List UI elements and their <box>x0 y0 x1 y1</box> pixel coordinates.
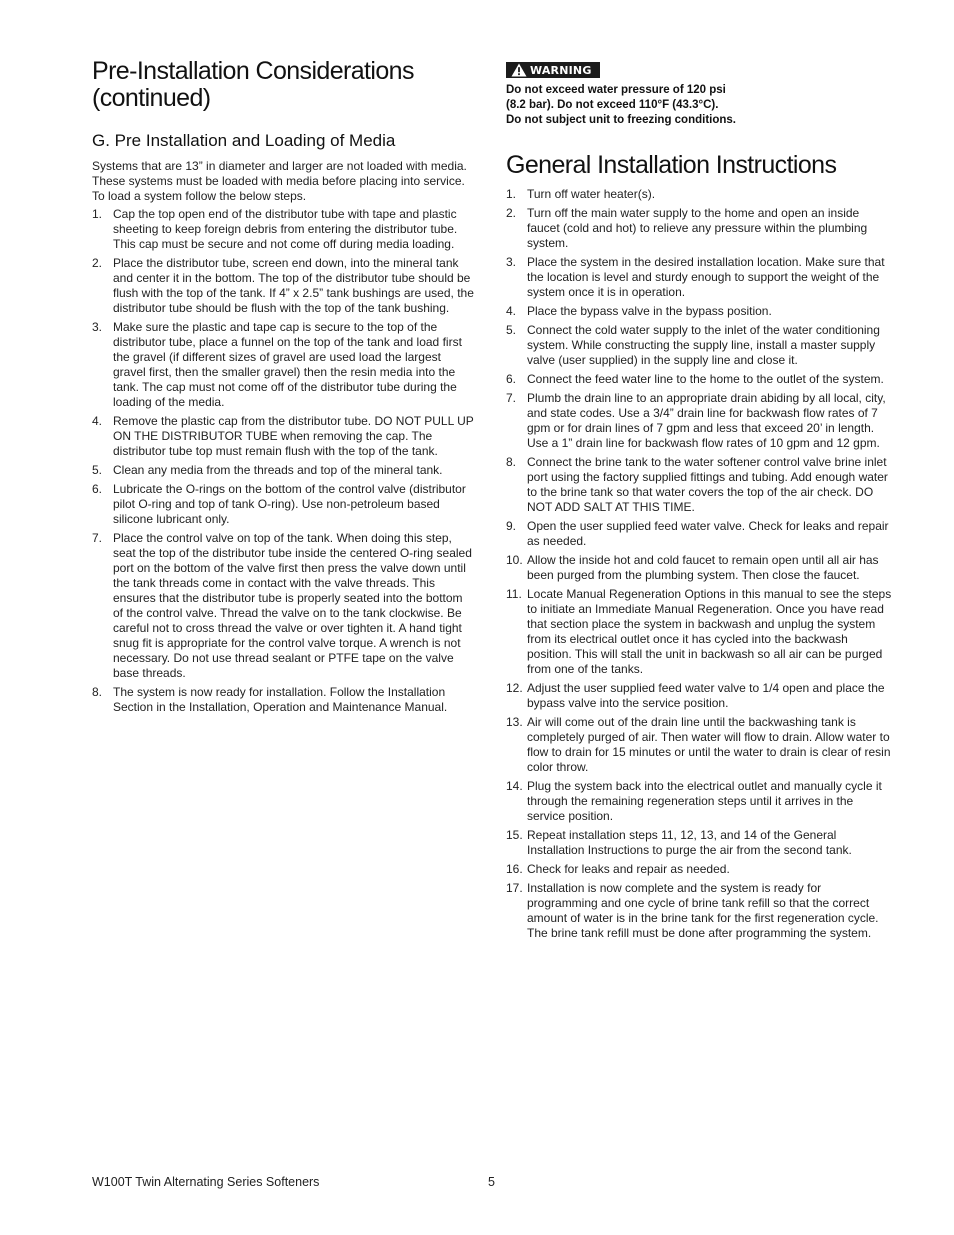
step-text: Connect the feed water line to the home to the outlet of the system. <box>527 372 884 386</box>
list-item <box>506 391 892 451</box>
page-title <box>92 58 474 112</box>
step-number: 8. <box>92 685 103 699</box>
step-number: 4. <box>92 414 103 428</box>
warning-text <box>506 83 892 128</box>
page-title-line2: (continued) <box>92 84 211 112</box>
intro-paragraph: Systems that are 13” in diameter and larger are not loaded with media. These systems must be loaded with media before placing into service. To load a system follow the below steps. <box>92 159 467 203</box>
step-text: Connect the cold water supply to the inlet of the water conditioning system. While constructing the supply line, install a master supply valve (user supplied) in the supply line and close it. <box>527 323 880 367</box>
list-item <box>506 304 892 319</box>
list-item <box>506 881 892 941</box>
list-item <box>92 414 474 459</box>
list-item <box>92 207 474 252</box>
step-text: Plumb the drain line to an appropriate drain abiding by all local, city, and state codes. Use a 3/4” drain line for backwash flow rates of 7 gpm or for drain lines of 7 gpm and less that exceed 20’ in length. Use a 1” drain line for backwash flow rates of 10 gpm and 12 gpm. <box>527 391 886 450</box>
step-text: Place the control valve on top of the tank. When doing this step, seat the top of the distributor tube inside the centered O-ring sealed port on the bottom of the valve first then press the valve down until the tank threads come in contact with the valve threads. This ensures that the distributor tube is properly seated into the bottom of the control valve. Thread the valve on to the tank clockwise. Be careful not to cross thread the valve or over tighten it. A hand tight snug fit is appropriate for the control valve torque. A wrench is not necessary. Do not use thread sealant or PTFE tape on the valve base threads. <box>113 531 472 680</box>
step-text: Make sure the plastic and tape cap is secure to the top of the distributor tube, place a funnel on the top of the tank and load first the gravel (if different sizes of gravel are used load the largest gravel first, then the smaller gravel) then the resin media into the tank. The cap must not come off of the distributor tube during the loading of the media. <box>113 320 462 409</box>
step-text: Installation is now complete and the system is ready for programming and one cycle of brine tank refill so that the correct amount of water is in the brine tank for the first regeneration cycle. The brine tank refill must be done after programming the system. <box>527 881 879 940</box>
step-number: 13. <box>506 715 523 729</box>
list-item <box>506 862 892 877</box>
step-text: Plug the system back into the electrical outlet and manually cycle it through the remaining regeneration steps until it arrives in the service position. <box>527 779 882 823</box>
general-installation-title: General Installation Instructions <box>506 151 837 179</box>
list-item <box>506 553 892 583</box>
step-number: 14. <box>506 779 523 793</box>
step-number: 8. <box>506 455 517 469</box>
step-number: 15. <box>506 828 523 842</box>
step-number: 9. <box>506 519 517 533</box>
step-number: 5. <box>92 463 103 477</box>
list-item <box>506 372 892 387</box>
warning-label: WARNING <box>530 63 592 77</box>
list-item <box>506 779 892 824</box>
step-text: Check for leaks and repair as needed. <box>527 862 730 876</box>
step-text: Place the bypass valve in the bypass position. <box>527 304 772 318</box>
list-item <box>506 187 892 202</box>
step-number: 6. <box>506 372 517 386</box>
step-number: 7. <box>92 531 103 545</box>
step-text: Turn off the main water supply to the home and open an inside faucet (cold and hot) to relieve any pressure within the plumbing system. <box>527 206 868 250</box>
step-text: Allow the inside hot and cold faucet to remain open until all air has been purged from the plumbing system. Then close the faucet. <box>527 553 879 582</box>
list-item <box>92 685 474 715</box>
list-item <box>92 482 474 527</box>
list-item <box>506 681 892 711</box>
step-number: 11. <box>506 587 522 601</box>
list-item <box>506 828 892 858</box>
step-text: Turn off water heater(s). <box>527 187 656 201</box>
step-text: Clean any media from the threads and top of the mineral tank. <box>113 463 443 477</box>
footer-page-number: 5 <box>488 1175 495 1189</box>
list-item <box>506 519 892 549</box>
section-heading: G. Pre Installation and Loading of Media <box>92 131 396 150</box>
step-number: 2. <box>506 206 517 220</box>
step-number: 3. <box>92 320 103 334</box>
warning-triangle-icon <box>511 63 527 77</box>
warning-badge <box>506 62 600 78</box>
step-number: 4. <box>506 304 517 318</box>
list-item <box>92 531 474 681</box>
page-title-line1: Pre-Installation Considerations <box>92 57 414 85</box>
list-item <box>506 255 892 300</box>
step-text: Place the distributor tube, screen end down, into the mineral tank and center it in the bottom. The top of the distributor tube should be flush with the top of the tank. If 4” x 2.5” tank bushings are used, the distributor tube should be flush with the top of the tank bushing. <box>113 256 474 315</box>
step-number: 6. <box>92 482 103 496</box>
warning-line3: Do not subject unit to freezing conditions. <box>506 114 736 126</box>
footer-document-title: W100T Twin Alternating Series Softeners <box>92 1175 320 1189</box>
step-number: 17. <box>506 881 523 895</box>
step-text: Locate Manual Regeneration Options in this manual to see the steps to initiate an Immediate Manual Regeneration. Once you have read that section place the system in backwash and unplug the system from its electrical outlet once it has cycled into the backwash position. This will stall the unit in backwash so all air can be purged from one of the tanks. <box>527 587 892 676</box>
installation-steps <box>506 187 892 945</box>
step-number: 5. <box>506 323 517 337</box>
step-text: The system is now ready for installation. Follow the Installation Section in the Installation, Operation and Maintenance Manual. <box>113 685 448 714</box>
warning-line2: (8.2 bar). Do not exceed 110°F (43.3°C). <box>506 99 719 111</box>
step-number: 12. <box>506 681 523 695</box>
step-number: 10. <box>506 553 523 567</box>
step-text: Lubricate the O-rings on the bottom of the control valve (distributor pilot O-ring and top of tank O-ring). Use non-petroleum based silicone lubricant only. <box>113 482 466 526</box>
step-number: 7. <box>506 391 517 405</box>
step-text: Cap the top open end of the distributor tube with tape and plastic sheeting to keep foreign debris from entering the distributor tube. This cap must be secure and not come off during media loading. <box>113 207 458 251</box>
list-item <box>506 323 892 368</box>
media-loading-steps <box>92 207 474 719</box>
step-number: 1. <box>92 207 103 221</box>
list-item <box>92 256 474 316</box>
list-item <box>92 463 474 478</box>
warning-line1: Do not exceed water pressure of 120 psi <box>506 84 726 96</box>
step-text: Adjust the user supplied feed water valve to 1/4 open and place the bypass valve into the service position. <box>527 681 885 710</box>
list-item <box>506 587 892 677</box>
step-number: 2. <box>92 256 103 270</box>
step-text: Repeat installation steps 11, 12, 13, and 14 of the General Installation Instructions to purge the air from the second tank. <box>527 828 852 857</box>
step-number: 16. <box>506 862 523 876</box>
step-number: 1. <box>506 187 517 201</box>
step-number: 3. <box>506 255 517 269</box>
step-text: Air will come out of the drain line until the backwashing tank is completely purged of air. Then water will flow to drain. Allow water to flow to drain for 15 minutes or until the water to drain is clear of resin color throw. <box>527 715 891 774</box>
step-text: Place the system in the desired installation location. Make sure that the location is level and sturdy enough to support the weight of the system once it is in operation. <box>527 255 885 299</box>
step-text: Connect the brine tank to the water softener control valve brine inlet port using the factory supplied fittings and tubing. Add enough water to the brine tank so that water covers the top of the air check. DO NOT ADD SALT AT THIS TIME. <box>527 455 888 514</box>
list-item <box>506 715 892 775</box>
step-text: Open the user supplied feed water valve. Check for leaks and repair as needed. <box>527 519 889 548</box>
list-item <box>506 206 892 251</box>
list-item <box>92 320 474 410</box>
list-item <box>506 455 892 515</box>
step-text: Remove the plastic cap from the distributor tube. DO NOT PULL UP ON THE DISTRIBUTOR TUBE when removing the cap. The distributor tube top must remain flush with the top of the tank. <box>113 414 474 458</box>
